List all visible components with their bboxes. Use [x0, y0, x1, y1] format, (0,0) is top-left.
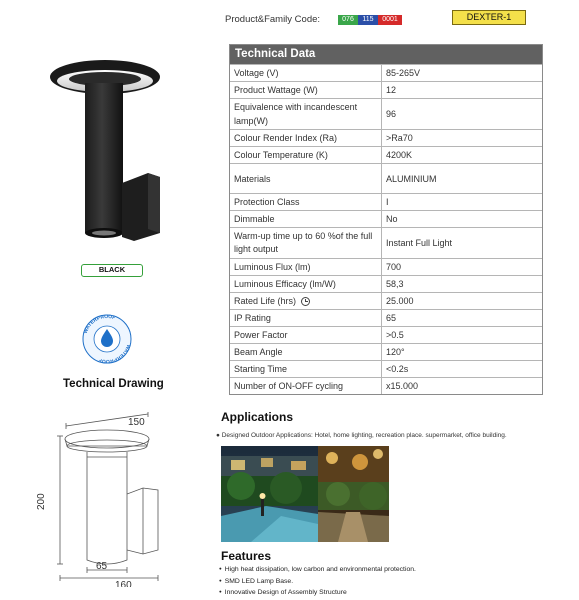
application-photo-patio — [318, 446, 389, 542]
table-row: Protection Class I — [230, 193, 542, 210]
waterproof-badge — [79, 313, 139, 365]
list-item: ● High heat dissipation, low carbon and environmental protection. — [219, 564, 416, 576]
technical-data-title: Technical Data — [230, 45, 542, 64]
dim-height-label: 200 — [36, 493, 47, 510]
table-row: Luminous Efficacy (lm/W) 58,3 — [230, 275, 542, 292]
table-row: Colour Temperature (K) 4200K — [230, 146, 542, 163]
table-row: Dimmable No — [230, 210, 542, 227]
table-row: IP Rating 65 — [230, 309, 542, 326]
rated-life-label: Rated Life (hrs) — [234, 296, 297, 306]
application-photo-garden — [221, 446, 318, 542]
dim-total-label: 160 — [115, 580, 132, 587]
table-row: Voltage (V) 85-265V — [230, 64, 542, 81]
product-lamp-image — [48, 55, 168, 250]
table-row: Beam Angle 120° — [230, 343, 542, 360]
table-row: Luminous Flux (lm) 700 — [230, 258, 542, 275]
table-row: Materials ALUMINIUM — [230, 163, 542, 193]
table-row: Starting Time <0.2s — [230, 360, 542, 377]
technical-drawing-title: Technical Drawing — [63, 378, 164, 390]
clock-icon — [301, 297, 310, 306]
list-item: ● Innovative Design of Assembly Structure — [219, 587, 416, 599]
table-row: Colour Render Index (Ra) >Ra70 — [230, 129, 542, 146]
product-family-code-label: Product&Family Code: — [225, 14, 321, 25]
dim-top-label: 150 — [128, 417, 145, 428]
badge-text-lower: WATERPROOF — [97, 343, 132, 365]
applications-title: Applications — [221, 410, 294, 424]
applications-text: ● Designed Outdoor Applications: Hotel, home lighting, recreation place. supermarket, office building. — [216, 432, 507, 439]
table-row: Warm-up time up to 60 %of the full light output Instant Full Light — [230, 227, 542, 258]
model-name: DEXTER-1 — [452, 10, 526, 25]
color-tag-black: BLACK — [81, 264, 143, 277]
code-chip-blue: 115 — [358, 15, 378, 25]
code-chip-green: 076 — [338, 15, 358, 25]
badge-text: WATERPROOF — [82, 313, 117, 335]
features-list — [219, 564, 416, 599]
features-title: Features — [221, 549, 272, 563]
code-chip-red: 0001 — [378, 15, 402, 25]
table-row: Product Wattage (W) 12 — [230, 81, 542, 98]
list-item: ● SMD LED Lamp Base. — [219, 576, 416, 588]
table-row: Power Factor >0.5 — [230, 326, 542, 343]
table-row: Equivalence with incandescent lamp(W) 96 — [230, 98, 542, 129]
technical-data-table — [229, 44, 543, 395]
dim-base-label: 65 — [96, 561, 108, 572]
table-row: Rated Life (hrs) 25.000 — [230, 292, 542, 309]
technical-drawing — [30, 412, 190, 587]
table-row: Number of ON-OFF cycling x15.000 — [230, 377, 542, 394]
